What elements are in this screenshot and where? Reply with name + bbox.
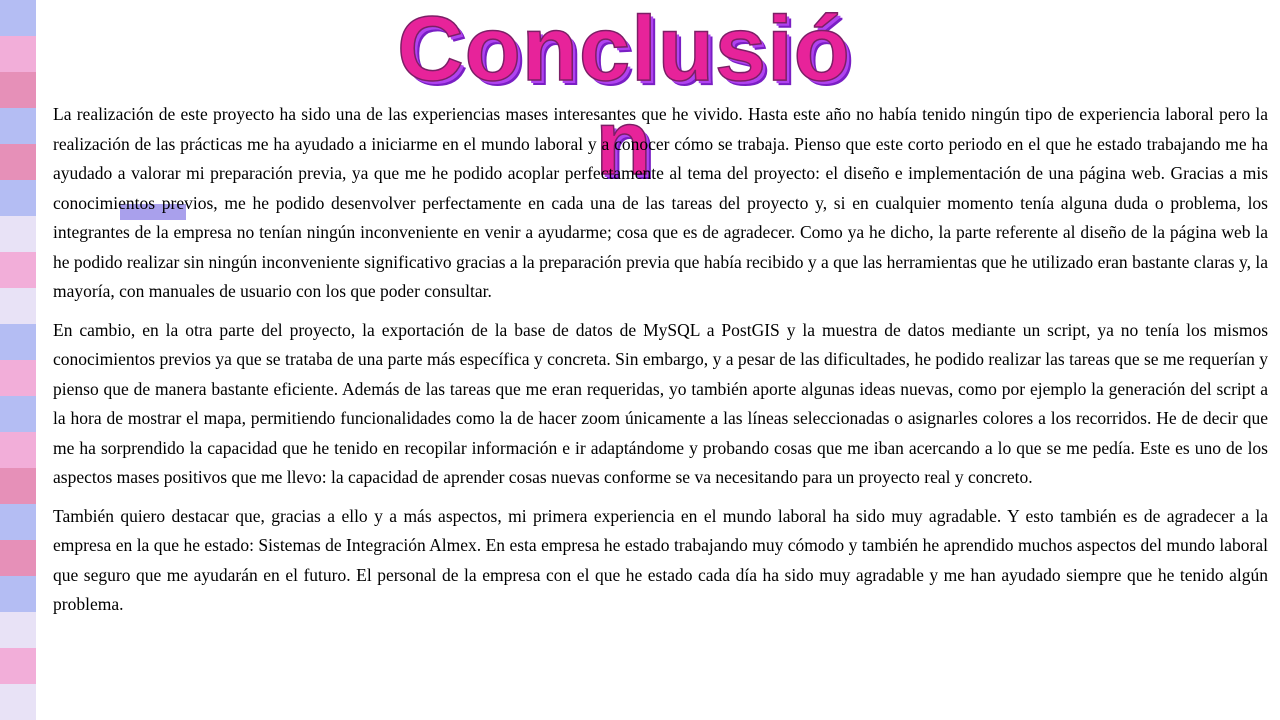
- stripe-cell: [0, 612, 36, 648]
- stripe-cell: [0, 684, 36, 720]
- stripe-cell: [0, 324, 36, 360]
- stripe-cell: [0, 0, 36, 36]
- paragraph-1: La realización de este proyecto ha sido una de las experiencias mases interesantes que he vivido. Hasta este año no había tenido ningún tipo de experiencia laboral pero la realización de las prácticas me ha ayudado a iniciarme en el mundo laboral y a conocer cómo se trabaja. Pienso que este corto periodo en el que he estado trabajando me ha ayudado a valorar mi preparación previa, ya que me he podido acoplar perfectamente al tema del proyecto: el diseño e implementación de una página web. Gracias a mis conocimientos previos, me he podido desenvolver perfectamente en cada una de las tareas del proyecto y, si en cualquier momento tenía alguna duda o problema, los integrantes de la empresa no tenían ningún inconveniente en venir a ayudarme; cosa que es de agradecer. Como ya he dicho, la parte referente al diseño de la página web la he podido realizar sin ningún inconveniente significativo gracias a la preparación previa que había recibido y a que las herramientas que he utilizado eran bastante claras y, la mayoría, con manuales de usuario con los que poder consultar.: [53, 104, 1268, 301]
- stripe-cell: [0, 252, 36, 288]
- stripe-cell: [0, 396, 36, 432]
- decorative-side-stripe: [0, 0, 36, 720]
- stripe-cell: [0, 648, 36, 684]
- stripe-cell: [0, 72, 36, 108]
- stripe-cell: [0, 180, 36, 216]
- stripe-cell: [0, 144, 36, 180]
- stripe-cell: [0, 540, 36, 576]
- stripe-cell: [0, 432, 36, 468]
- slide-title: Conclusión: [397, 0, 851, 194]
- stripe-cell: [0, 36, 36, 72]
- stripe-cell: [0, 288, 36, 324]
- stripe-cell: [0, 468, 36, 504]
- paragraph-2: En cambio, en la otra parte del proyecto, la exportación de la base de datos de MySQL a PostGIS y la muestra de datos mediante un script, ya no tenía los mismos conocimientos previos ya que se trataba de una parte más específica y concreta. Sin embargo, y a pesar de las dificultades, he podido realizar las tareas que se me requerían y pienso que de manera bastante eficiente. Además de las tareas que me eran requeridas, yo también aporte algunas ideas nuevas, como por ejemplo la generación del script a la hora de mostrar el mapa, permitiendo funcionalidades como la de hacer zoom únicamente a las líneas seleccionadas o asignarles colores a los recorridos. He de decir que me ha sorprendido la capacidad que he tenido en recopilar información e ir adaptándome y probando cosas que me iban acercando a lo que se me pedía. Este es uno de los aspectos mases positivos que me llevo: la capacidad de aprender cosas nuevas conforme se va necesitando para un proyecto real y concreto.: [53, 319, 1268, 487]
- paragraph-3: También quiero destacar que, gracias a ello y a más aspectos, mi primera experiencia en el mundo laboral ha sido muy agradable. Y esto también es de agradecer a la empresa en la que he estado: Sistemas de Integración Almex. En esta empresa he estado trabajando muy cómodo y también he aprendido muchos aspectos del mundo laboral que seguro que me ayudarán en el futuro. El personal de la empresa con el que he estado cada día ha sido muy agradable y me han ayudado siempre que he tenido algún problema.: [53, 505, 1268, 614]
- stripe-cell: [0, 576, 36, 612]
- slide-body: [53, 100, 1268, 629]
- stripe-cell: [0, 216, 36, 252]
- stripe-cell: [0, 108, 36, 144]
- stripe-cell: [0, 504, 36, 540]
- stripe-cell: [0, 360, 36, 396]
